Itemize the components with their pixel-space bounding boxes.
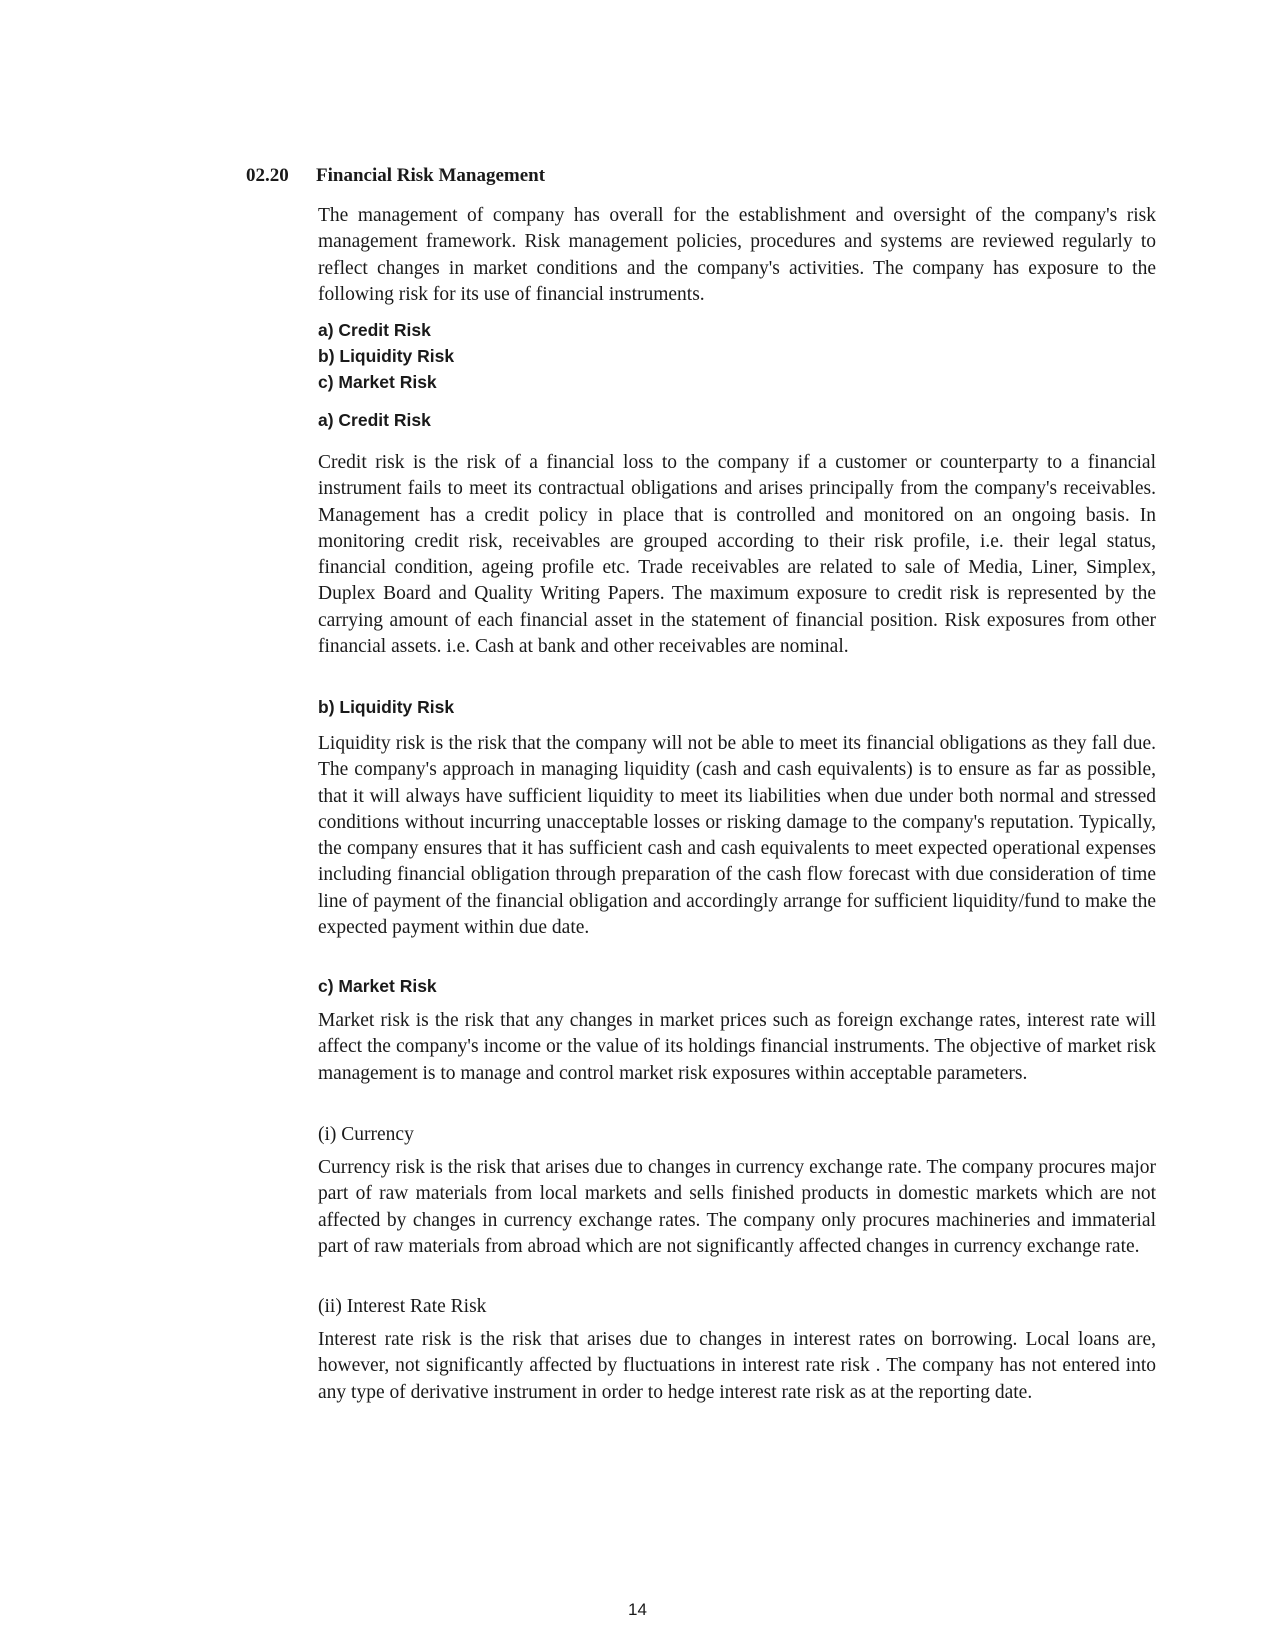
intro-paragraph: The management of company has overall for the establishment and oversight of the company's risk management framework. Risk management policies, procedures and systems are reviewed regularly to reflect changes in market conditions and the company's activities. The company has exposure to the following risk for its use of financial instruments. xyxy=(318,205,1156,305)
section-number: 02.20 xyxy=(246,165,289,186)
credit-risk-paragraph: Credit risk is the risk of a financial loss to the company if a customer or counterparty to a financial instrument fails to meet its contractual obligations and arises principally from the company's receivables. Management has a credit policy in place that is controlled and monitored on an ongoing basis. In monitoring credit risk, receivables are grouped according to their risk profile, i.e. their legal status, financial condition, ageing profile etc. Trade receivables are related to sale of Media, Liner, Simplex, Duplex Board and Quality Writing Papers. The maximum exposure to credit risk is represented by the carrying amount of each financial asset in the statement of financial position. Risk exposures from other financial assets. i.e. Cash at bank and other receivables are nominal. xyxy=(318,452,1156,658)
liquidity-risk-heading: b) Liquidity Risk xyxy=(318,697,455,717)
interest-rate-paragraph: Interest rate risk is the risk that arises due to changes in interest rates on borrowing. Local loans are, however, not significantly affected by fluctuations in interest rate risk . The company has not entered into any type of derivative instrument in order to hedge interest rate risk as at the reporting date. xyxy=(318,1329,1156,1403)
risk-list-item-credit: a) Credit Risk xyxy=(318,320,431,340)
page-number: 14 xyxy=(628,1600,647,1619)
risk-list xyxy=(318,317,1156,395)
market-risk-heading: c) Market Risk xyxy=(318,976,437,996)
liquidity-risk-paragraph: Liquidity risk is the risk that the company will not be able to meet its financial obligations as they fall due. The company's approach in managing liquidity (cash and cash equivalents) is to ensure as far as possible, that it will always have sufficient liquidity to meet its liabilities when due under both normal and stressed conditions without incurring unacceptable losses or risking damage to the company's reputation. Typically, the company ensures that it has sufficient cash and cash equivalents to meet expected operational expenses including financial obligation through preparation of the cash flow forecast with due consideration of time line of payment of the financial obligation and accordingly arrange for sufficient liquidity/fund to make the expected payment within due date. xyxy=(318,733,1156,939)
currency-heading: (i) Currency xyxy=(318,1124,414,1145)
market-risk-paragraph: Market risk is the risk that any changes in market prices such as foreign exchange rates, interest rate will affect the company's income or the value of its holdings financial instruments. The objective of market risk management is to manage and control market risk exposures within acceptable parameters. xyxy=(318,1010,1156,1084)
section-header xyxy=(246,165,545,187)
risk-list-item-liquidity: b) Liquidity Risk xyxy=(318,346,455,366)
interest-rate-heading: (ii) Interest Rate Risk xyxy=(318,1296,487,1317)
section-title: Financial Risk Management xyxy=(316,165,546,186)
credit-risk-heading: a) Credit Risk xyxy=(318,410,431,430)
currency-paragraph: Currency risk is the risk that arises due to changes in currency exchange rate. The company procures major part of raw materials from local markets and sells finished products in domestic markets which are not affected by changes in currency exchange rates. The company only procures machineries and immaterial part of raw materials from abroad which are not significantly affected changes in currency exchange rate. xyxy=(318,1157,1156,1257)
risk-list-item-market: c) Market Risk xyxy=(318,372,437,392)
